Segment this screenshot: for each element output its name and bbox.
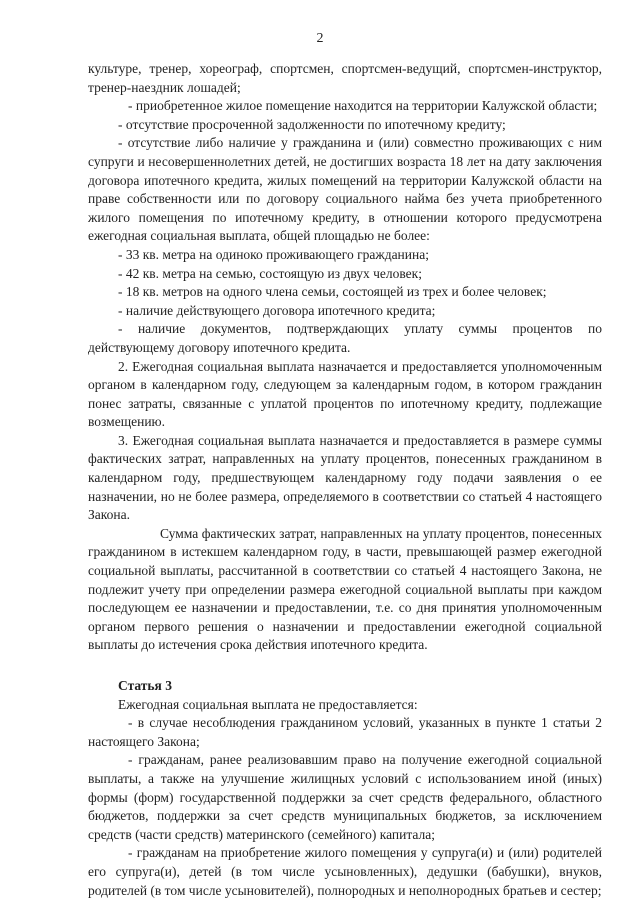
section-heading: Статья 3 (118, 678, 172, 693)
paragraph: - гражданам на приобретение жилого помещения у супруга(и) и (или) родителей его супруга(и), детей (в том числе усыновленных), дедушки (бабушки), внуков, родителей (в том числе усыновителей), полнородных и неполнородных братьев и сестер; (88, 845, 602, 898)
page-number: 2 (316, 31, 324, 46)
paragraph: 3. Ежегодная социальная выплата назначается и предоставляется в размере суммы фактических затрат, направленных на уплату процентов, понесенных гражданином в календарном году, предшествующем календарному году подачи заявления о ее назначении, но не более размера, определяемого в соответствии со статьей 4 настоящего Закона. (88, 432, 602, 523)
paragraph: - 33 кв. метра на одиноко проживающего гражданина; (118, 246, 429, 262)
paragraph: - отсутствие либо наличие у гражданина и (или) совместно проживающих с ним супруги и несовершеннолетних детей, не достигших возраста 18 лет на дату заключения договора ипотечного кредита, жилых помещений на территории Калужской области на праве собственности или по договору социального найма без учета приобретенного жилого помещения по ипотечному кредиту, в отношении которого предусмотрена ежегодная социальная выплата, общей площадью не более: (88, 135, 602, 244)
paragraph: Сумма фактических затрат, направленных на уплату процентов, понесенных гражданином в истекшем календарном году, в части, превышающей размер ежегодной социальной выплаты, рассчитанной в соответствии со статьей 4 настоящего Закона, не подлежит учету при определении размера ежегодной социальной выплаты при каждом последующем ее назначении и предоставлении, т.е. со дня принятия уполномоченным органом первого решения о назначении и предоставлении ежегодной социальной выплаты до истечения срока действия ипотечного кредита. (88, 525, 602, 653)
paragraph: - наличие документов, подтверждающих уплату суммы процентов по действующему договору ипотечного кредита. (88, 321, 602, 355)
document-body (88, 60, 602, 900)
paragraph: - гражданам, ранее реализовавшим право на получение ежегодной социальной выплаты, а также на улучшение жилищных условий с использованием иной (иных) формы (форм) государственной поддержки за счет средств федерального, областного бюджетов, поддержки за счет средств муниципальных бюджетов, за исключением средств (части средств) материнского (семейного) капитала; (88, 752, 602, 842)
paragraph: - отсутствие просроченной задолженности по ипотечному кредиту; (118, 116, 506, 132)
paragraph: Ежегодная социальная выплата не предоставляется: (118, 696, 418, 712)
paragraph: 2. Ежегодная социальная выплата назначается и предоставляется уполномоченным органом в календарном году, следующем за календарным годом, в котором гражданин понес затраты, связанные с уплатой процентов по ипотечному кредиту, подлежащие возмещению. (88, 358, 602, 430)
paragraph: - 18 кв. метров на одного члена семьи, состоящей из трех и более человек; (118, 284, 547, 300)
paragraph: культуре, тренер, хореограф, спортсмен, спортсмен-ведущий, спортсмен-инструктор, тренер-наездник лошадей; (88, 61, 602, 95)
paragraph: - в случае несоблюдения гражданином условий, указанных в пункте 1 статьи 2 настоящего Закона; (88, 715, 602, 749)
paragraph: - наличие действующего договора ипотечного кредита; (118, 302, 436, 318)
paragraph: - приобретенное жилое помещение находится на территории Калужской области; (128, 98, 598, 114)
paragraph: - 42 кв. метра на семью, состоящую из двух человек; (118, 265, 422, 281)
